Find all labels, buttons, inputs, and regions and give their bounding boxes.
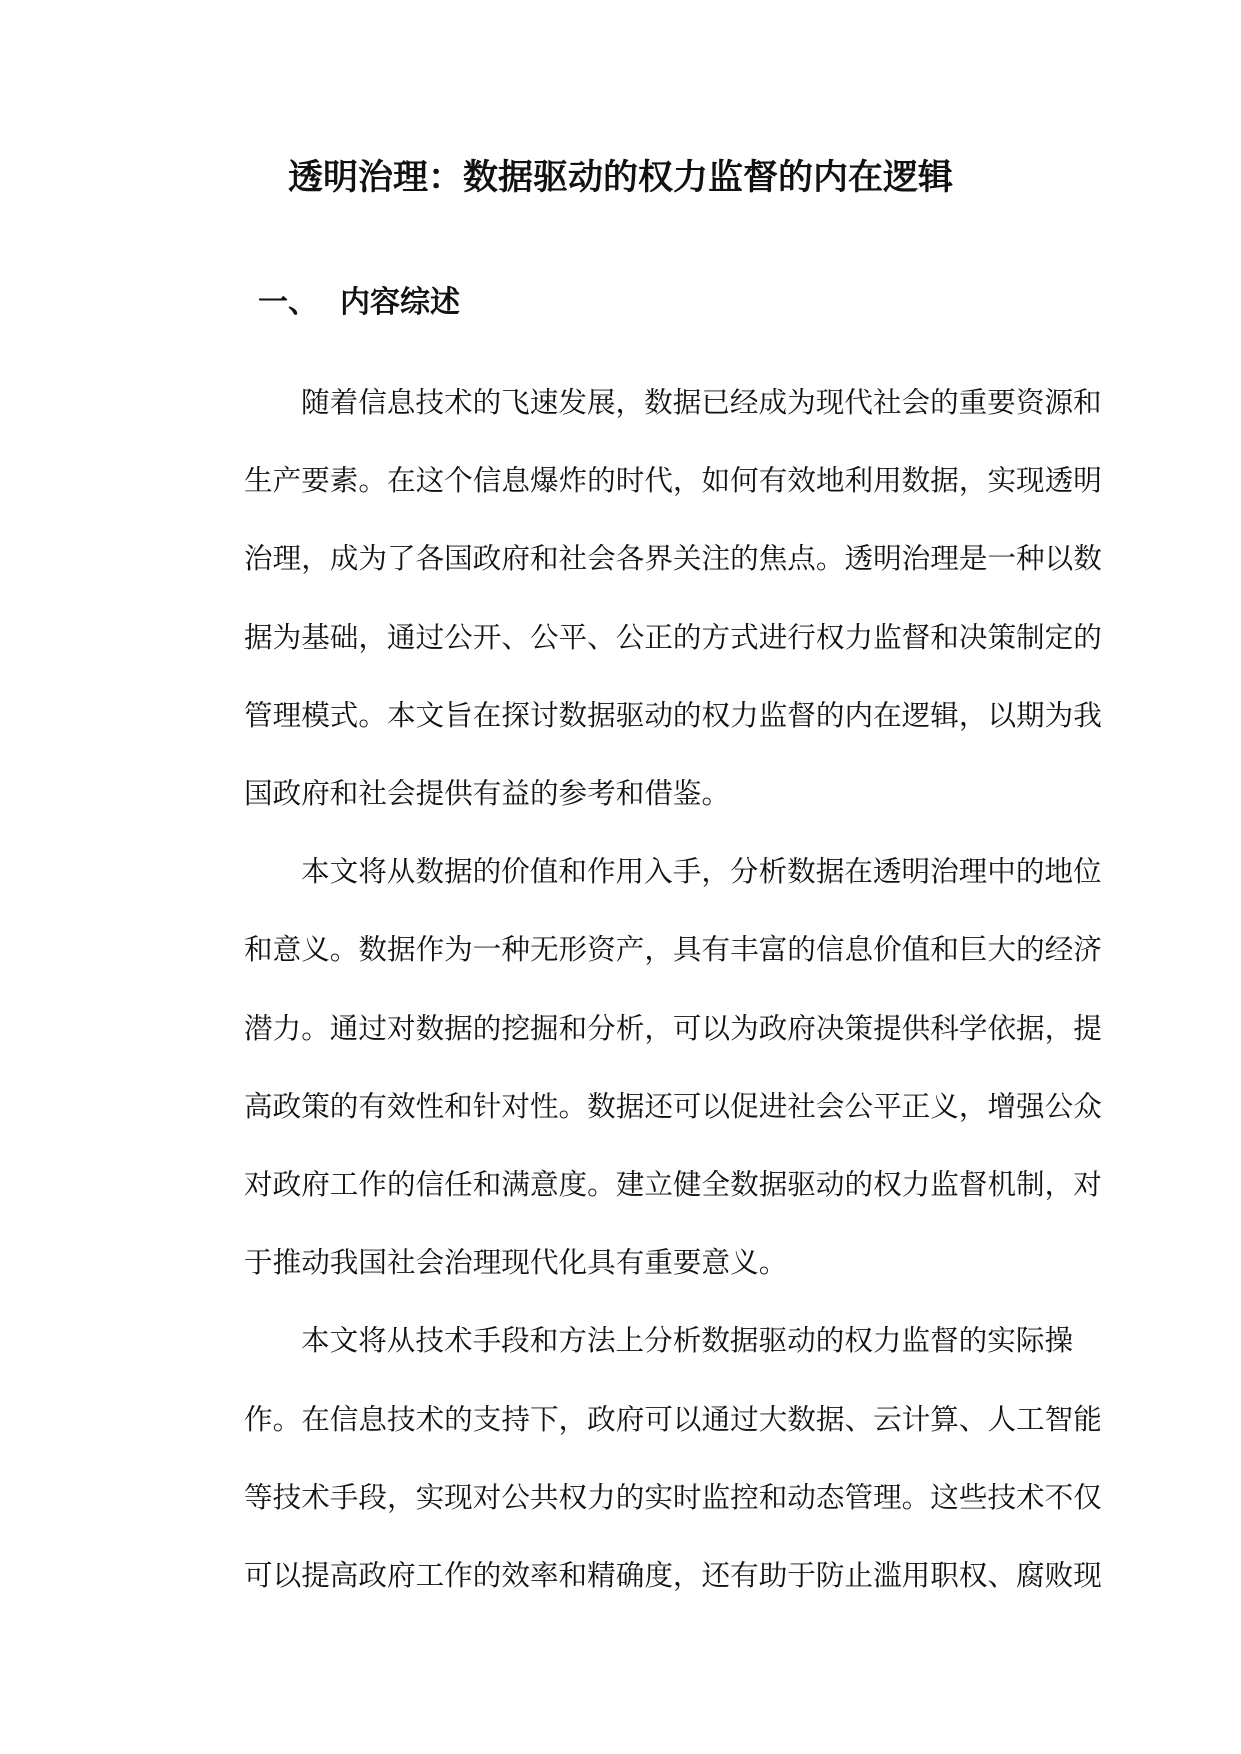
paragraph-line: 本文将从技术手段和方法上分析数据驱动的权力监督的实际操 — [301, 1323, 1074, 1358]
paragraph-line: 等技术手段，实现对公共权力的实时监控和动态管理。这些技术不仅 — [244, 1479, 1102, 1514]
paragraph-line: 对政府工作的信任和满意度。建立健全数据驱动的权力监督机制，对 — [244, 1167, 1102, 1202]
paragraph-3 — [187, 1301, 1102, 1614]
paragraph-line: 随着信息技术的飞速发展，数据已经成为现代社会的重要资源和 — [301, 385, 1102, 419]
paragraph-line: 高政策的有效性和针对性。数据还可以促进社会公平正义，增强公众 — [244, 1088, 1102, 1123]
paragraph-line: 生产要素。在这个信息爆炸的时代，如何有效地利用数据，实现透明 — [244, 463, 1102, 498]
paragraph-line: 和意义。数据作为一种无形资产，具有丰富的信息价值和巨大的经济 — [244, 932, 1102, 967]
body-text — [187, 363, 1102, 1614]
paragraph-1 — [187, 363, 1102, 832]
paragraph-2 — [187, 832, 1102, 1301]
paragraph-line: 潜力。通过对数据的挖掘和分析，可以为政府决策提供科学依据，提 — [244, 1010, 1102, 1045]
paragraph-line: 作。在信息技术的支持下，政府可以通过大数据、云计算、人工智能 — [244, 1401, 1102, 1436]
paragraph-line: 可以提高政府工作的效率和精确度，还有助于防止滥用职权、腐败现 — [244, 1558, 1102, 1593]
paragraph-line: 国政府和社会提供有益的参考和借鉴。 — [244, 776, 731, 811]
paragraph-line: 治理，成为了各国政府和社会各界关注的焦点。透明治理是一种以数 — [244, 541, 1102, 576]
document-title: 透明治理：数据驱动的权力监督的内在逻辑 — [287, 158, 953, 198]
section-heading — [258, 278, 460, 328]
paragraph-line: 管理模式。本文旨在探讨数据驱动的权力监督的内在逻辑，以期为我 — [244, 697, 1102, 732]
paragraph-line: 本文将从数据的价值和作用入手，分析数据在透明治理中的地位 — [301, 854, 1102, 889]
paragraph-line: 于推动我国社会治理现代化具有重要意义。 — [244, 1245, 788, 1280]
section-title: 内容综述 — [340, 285, 460, 320]
section-number: 一、 — [258, 285, 318, 320]
paragraph-line: 据为基础，通过公开、公平、公正的方式进行权力监督和决策制定的 — [244, 619, 1102, 654]
